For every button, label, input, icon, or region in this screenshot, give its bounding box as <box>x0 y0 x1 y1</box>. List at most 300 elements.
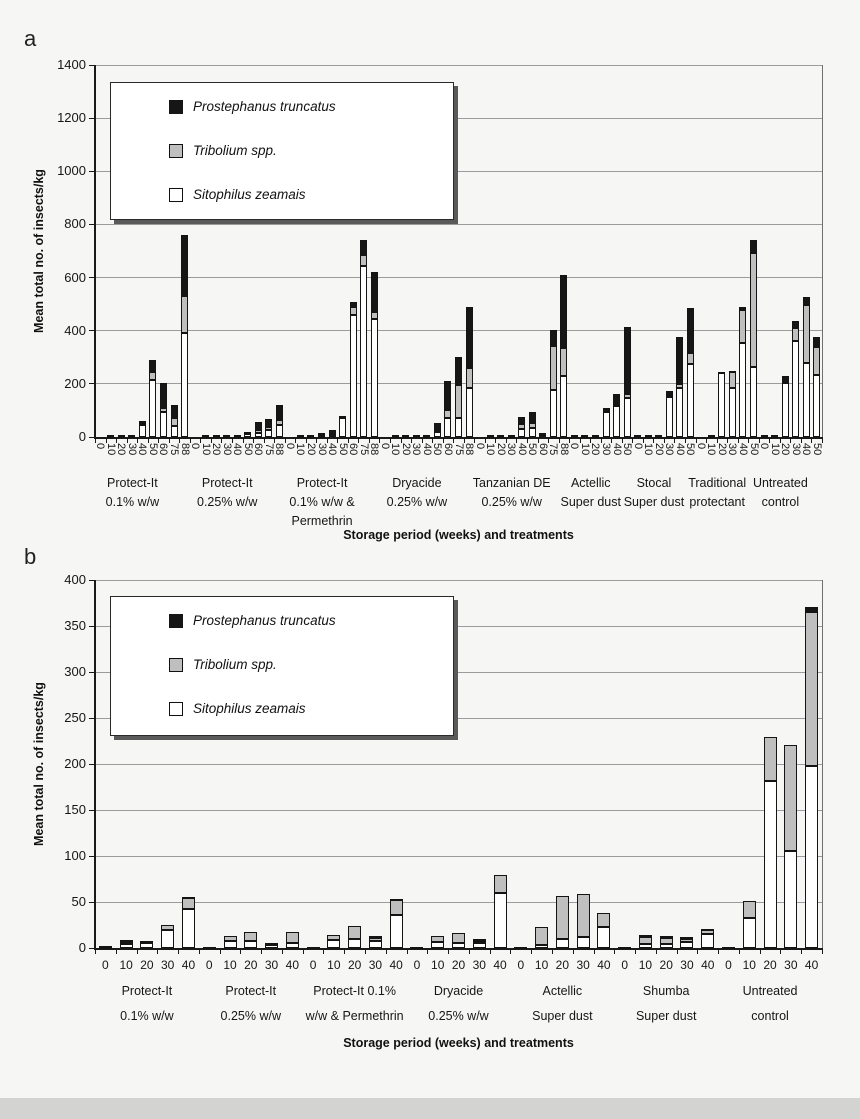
bar-segment-prostephanus <box>592 435 599 437</box>
x-tickmark <box>316 439 317 443</box>
x-axis-title: Storage period (weeks) and treatments <box>343 1036 574 1050</box>
x-tick-label: 40 <box>597 958 611 972</box>
x-tickmark <box>379 439 380 443</box>
bar-segment-sitophilus <box>444 418 451 437</box>
bar-segment-tribolium <box>182 898 195 909</box>
x-tick-label: 10 <box>327 958 341 972</box>
bar-segment-sitophilus <box>360 266 367 437</box>
bar-segment-sitophilus <box>350 315 357 437</box>
bar-segment-tribolium <box>160 408 167 412</box>
x-tickmark <box>264 439 265 443</box>
x-tick-label: 0 <box>102 958 109 972</box>
treatment-group-label: Dryacide <box>433 984 484 998</box>
x-tickmark <box>611 439 612 443</box>
bar-segment-sitophilus <box>803 363 810 437</box>
x-tickmark <box>95 950 96 954</box>
x-tick-label: 0 <box>694 443 707 450</box>
bar-segment-prostephanus <box>581 435 588 437</box>
bar-segment-prostephanus <box>655 435 662 437</box>
x-tick-label: 50 <box>526 443 539 456</box>
bar-segment-tribolium <box>660 938 673 944</box>
bar-segment-tribolium <box>452 933 465 943</box>
x-tickmark <box>632 439 633 443</box>
x-tickmark <box>490 950 491 954</box>
gridline-y-400 <box>95 330 822 331</box>
x-tick-label: 30 <box>600 443 612 456</box>
x-tick-label: 30 <box>663 443 676 456</box>
bar-segment-prostephanus <box>645 435 652 437</box>
bar-segment-sitophilus <box>603 412 610 437</box>
x-tick-label: 50 <box>621 443 634 456</box>
bar-segment-sitophilus <box>613 406 620 437</box>
bar-segment-prostephanus <box>639 935 652 937</box>
bar-segment-sitophilus <box>597 927 610 948</box>
x-tick-label: 50 <box>684 443 697 456</box>
bar-segment-prostephanus <box>213 435 220 437</box>
bar-segment-prostephanus <box>624 327 631 394</box>
bar-segment-sitophilus <box>452 943 465 948</box>
treatment-group-label: Super dust <box>635 1009 697 1023</box>
x-tick-label: 20 <box>555 958 570 972</box>
x-tickmark <box>495 439 496 443</box>
bar-segment-tribolium <box>371 312 378 319</box>
treatment-group-label: Protect-It <box>201 476 253 490</box>
bar-segment-prostephanus <box>276 405 283 420</box>
bar-segment-prostephanus <box>423 435 430 437</box>
x-tickmark <box>158 439 159 443</box>
x-tickmark <box>285 439 286 443</box>
x-tick-label: 30 <box>264 958 279 972</box>
bar-segment-prostephanus <box>234 435 241 437</box>
x-tickmark <box>685 439 686 443</box>
x-tickmark <box>178 950 179 954</box>
bar-segment-sitophilus <box>535 945 548 948</box>
x-tick-label: 0 <box>413 958 421 972</box>
x-tickmark <box>348 439 349 443</box>
x-tick-label: 40 <box>515 443 528 456</box>
bar-segment-tribolium <box>666 395 673 397</box>
legend-item <box>169 701 306 716</box>
bar-segment-prostephanus <box>687 308 694 353</box>
x-tickmark <box>569 439 570 443</box>
bar-segment-prostephanus <box>660 936 673 938</box>
x-tick-label: 30 <box>125 443 138 456</box>
y-tick-label: 200 <box>64 756 86 771</box>
treatment-group-label: 0.25% w/w <box>481 495 542 509</box>
bar-segment-sitophilus <box>560 376 567 437</box>
y-tick-label: 300 <box>64 664 86 679</box>
gridline-y-1400 <box>95 65 822 66</box>
x-tick-label: 60 <box>347 443 360 456</box>
x-tick-label: 20 <box>140 958 154 972</box>
x-tick-label: 88 <box>178 443 191 456</box>
x-tickmark <box>552 950 553 954</box>
bar-segment-sitophilus <box>307 947 320 949</box>
x-tickmark <box>474 439 475 443</box>
treatment-group-label: Protect-It <box>225 984 277 998</box>
x-tick-label: 10 <box>534 958 549 972</box>
y-tick-label: 200 <box>64 375 86 391</box>
bar-segment-sitophilus <box>265 945 278 948</box>
y-tick-label: 1000 <box>57 163 86 179</box>
x-tick-label: 0 <box>473 443 486 450</box>
bar-segment-sitophilus <box>203 947 216 949</box>
x-tickmark <box>422 439 423 443</box>
x-tick-label: 0 <box>283 443 296 450</box>
x-tickmark <box>760 950 761 954</box>
x-tickmark <box>95 439 96 443</box>
x-tick-label: 30 <box>315 443 328 456</box>
x-tickmark <box>116 950 117 954</box>
bar-segment-sitophilus <box>139 425 146 437</box>
bar-segment-tribolium <box>140 941 153 943</box>
bar-segment-tribolium <box>431 936 444 942</box>
x-tickmark <box>594 950 595 954</box>
bar-segment-tribolium <box>784 745 797 851</box>
bar-segment-tribolium <box>473 941 486 943</box>
bar-segment-tribolium <box>444 410 451 418</box>
x-tick-label: 40 <box>181 958 196 972</box>
x-tickmark <box>220 950 221 954</box>
x-tickmark <box>527 439 528 443</box>
y-tick-label: 250 <box>64 710 86 725</box>
bar-segment-sitophilus <box>639 944 652 948</box>
bar-segment-tribolium <box>743 901 756 918</box>
bar-segment-prostephanus <box>182 897 195 899</box>
bar-segment-prostephanus <box>455 357 462 385</box>
bar-segment-prostephanus <box>473 939 486 941</box>
x-tickmark <box>739 950 740 954</box>
treatment-group-label: control <box>761 495 800 509</box>
x-tickmark <box>432 439 433 443</box>
x-tick-label: 30 <box>680 958 694 972</box>
bar-segment-tribolium <box>255 430 262 433</box>
x-tick-label: 88 <box>273 443 286 456</box>
gridline-y-200 <box>95 764 822 765</box>
x-tick-label: 10 <box>742 958 756 972</box>
x-tick-label: 20 <box>244 958 258 972</box>
y-tick-label: 150 <box>64 802 86 817</box>
bar-segment-tribolium <box>803 305 810 363</box>
x-tickmark <box>306 439 307 443</box>
bar-segment-sitophilus <box>255 433 262 437</box>
x-tickmark <box>531 950 532 954</box>
bar-segment-sitophilus <box>276 425 283 437</box>
bar-segment-tribolium <box>265 427 272 430</box>
bar-segment-tribolium <box>676 384 683 388</box>
bar-segment-prostephanus <box>634 435 641 437</box>
x-tick-label: 20 <box>659 958 673 972</box>
y-tick-label: 800 <box>64 216 86 232</box>
bar-segment-prostephanus <box>539 433 546 435</box>
bar-segment-sitophilus <box>369 941 382 948</box>
bar-segment-prostephanus <box>805 607 818 612</box>
bar-segment-sitophilus <box>556 939 569 948</box>
bar-segment-tribolium <box>535 927 548 945</box>
x-tick-label: 30 <box>472 958 486 972</box>
legend <box>110 596 454 736</box>
x-tickmark <box>822 950 823 954</box>
x-tickmark <box>274 439 275 443</box>
x-tick-label: 0 <box>309 958 317 972</box>
x-tickmark <box>801 439 802 443</box>
bar-segment-prostephanus <box>518 417 525 424</box>
bar-segment-prostephanus <box>339 416 346 418</box>
x-tickmark <box>240 950 241 954</box>
legend-item <box>169 143 277 158</box>
treatment-group-label: Protect-It 0.1% <box>313 984 396 998</box>
x-tick-label: 30 <box>576 958 590 972</box>
treatment-group-label: w/w & Permethrin <box>305 1009 404 1023</box>
bar-segment-sitophilus <box>265 430 272 437</box>
x-tick-label: 60 <box>157 443 170 456</box>
bar-segment-prostephanus <box>803 297 810 305</box>
bar-segment-prostephanus <box>120 940 133 944</box>
x-tickmark <box>643 439 644 443</box>
bar-segment-sitophilus <box>764 781 777 948</box>
bar-segment-prostephanus <box>761 435 768 437</box>
bar-segment-prostephanus <box>739 307 746 310</box>
legend-item <box>169 613 336 628</box>
x-tickmark <box>295 439 296 443</box>
plot-border-right <box>822 580 823 948</box>
treatment-group-label: 0.25% w/w <box>197 495 258 509</box>
bar-segment-sitophilus <box>466 388 473 437</box>
bar-segment-prostephanus <box>571 435 578 437</box>
treatment-group-label: Actellic <box>542 984 583 998</box>
bar-segment-prostephanus <box>297 435 304 437</box>
bar-segment-tribolium <box>687 353 694 364</box>
x-tick-label: 30 <box>368 958 383 972</box>
bar-segment-prostephanus <box>613 394 620 404</box>
treatment-group-label: Traditional <box>688 476 747 490</box>
bar-segment-prostephanus <box>813 337 820 347</box>
bar-segment-sitophilus <box>327 940 340 948</box>
bar-segment-prostephanus <box>560 275 567 348</box>
footer-strip <box>0 1098 860 1119</box>
x-tick-label: 10 <box>484 443 497 456</box>
x-tickmark <box>358 439 359 443</box>
bar-segment-tribolium <box>360 255 367 266</box>
bar-segment-prostephanus <box>487 435 494 437</box>
x-tickmark <box>148 439 149 443</box>
treatment-group-label: Protect-It <box>296 476 348 490</box>
x-tickmark <box>137 439 138 443</box>
x-tickmark <box>323 950 324 954</box>
treatment-group-label: Stocal <box>636 476 672 490</box>
y-tick-label: 350 <box>64 618 86 633</box>
bar-segment-prostephanus <box>792 321 799 328</box>
legend-item <box>169 657 277 672</box>
x-tickmark <box>365 950 366 954</box>
gridline-y-400 <box>95 580 822 581</box>
x-tickmark <box>327 439 328 443</box>
bar-segment-prostephanus <box>444 381 451 410</box>
x-tick-label: 10 <box>104 443 117 456</box>
bar-segment-tribolium <box>518 424 525 429</box>
x-tickmark <box>232 439 233 443</box>
y-axis-title: Mean total no. of insects/kg <box>32 682 46 846</box>
bar-segment-tribolium <box>764 737 777 781</box>
x-tickmark <box>622 439 623 443</box>
y-tick-label: 400 <box>64 322 86 338</box>
bar-segment-tribolium <box>739 310 746 343</box>
x-tick-label: 30 <box>726 443 739 456</box>
x-tickmark <box>253 439 254 443</box>
bar-segment-prostephanus <box>149 360 156 372</box>
x-tickmark <box>453 439 454 443</box>
bar-segment-tribolium <box>560 348 567 376</box>
x-tick-label: 20 <box>652 443 665 456</box>
x-tick-label: 40 <box>610 443 623 456</box>
bar-segment-prostephanus <box>708 435 715 437</box>
treatment-group-label: Shumba <box>642 984 690 998</box>
bar-segment-tribolium <box>224 936 237 941</box>
x-tick-label: 40 <box>389 958 403 972</box>
x-tickmark <box>157 950 158 954</box>
x-tickmark <box>427 950 428 954</box>
gridline-y-50 <box>95 902 822 903</box>
bar-segment-sitophilus <box>494 893 507 948</box>
x-tick-label: 20 <box>210 443 223 456</box>
x-tickmark <box>200 439 201 443</box>
x-tick-label: 50 <box>336 443 349 456</box>
x-tick-label: 20 <box>115 443 128 456</box>
x-tick-label: 75 <box>547 443 560 456</box>
bar-segment-sitophilus <box>149 380 156 437</box>
bar-segment-tribolium <box>639 937 652 944</box>
x-tickmark <box>580 439 581 443</box>
bar-segment-prostephanus <box>371 272 378 312</box>
bar-segment-sitophilus <box>140 943 153 948</box>
bar-segment-prostephanus <box>701 929 714 931</box>
bar-segment-prostephanus <box>666 391 673 395</box>
bar-segment-tribolium <box>597 913 610 927</box>
bar-segment-prostephanus <box>390 899 403 901</box>
x-tickmark <box>727 439 728 443</box>
x-tick-label: 30 <box>410 443 423 456</box>
x-tick-label: 75 <box>452 443 465 456</box>
bar-segment-sitophilus <box>348 939 361 948</box>
bar-segment-prostephanus <box>729 371 736 373</box>
y-tick-label: 100 <box>64 848 86 863</box>
x-tickmark <box>386 950 387 954</box>
legend-label: Sitophilus zeamais <box>193 701 306 716</box>
x-tick-label: 10 <box>199 443 212 456</box>
bar-segment-sitophilus <box>244 941 257 948</box>
x-tickmark <box>653 439 654 443</box>
bar-segment-sitophilus <box>676 388 683 437</box>
bar-segment-tribolium <box>329 434 336 436</box>
x-tick-label: 60 <box>536 443 549 456</box>
x-tick-label: 75 <box>168 443 181 456</box>
bar-segment-tribolium <box>729 372 736 388</box>
bar-segment-tribolium <box>455 385 462 418</box>
bar-segment-tribolium <box>149 372 156 380</box>
x-tick-label: 50 <box>241 443 254 456</box>
x-tickmark <box>590 439 591 443</box>
bar-segment-sitophilus <box>624 398 631 437</box>
x-tickmark <box>303 950 304 954</box>
x-tickmark <box>411 439 412 443</box>
treatment-group-label: 0.1% w/w <box>120 1009 174 1023</box>
x-tickmark <box>510 950 511 954</box>
bar-segment-prostephanus <box>244 432 251 434</box>
bar-segment-tribolium <box>494 875 507 893</box>
x-tick-label: 88 <box>463 443 476 456</box>
plot-border-right <box>822 65 823 437</box>
legend <box>110 82 454 220</box>
gridline-y-800 <box>95 224 822 225</box>
bar-segment-prostephanus <box>680 937 693 939</box>
legend-swatch-icon <box>169 702 183 716</box>
bar-segment-prostephanus <box>139 421 146 424</box>
treatment-group-label: Super dust <box>560 495 621 509</box>
bar-segment-prostephanus <box>181 235 188 296</box>
x-tickmark <box>697 950 698 954</box>
bar-segment-tribolium <box>529 423 536 428</box>
bar-segment-sitophilus <box>410 947 423 949</box>
x-tickmark <box>759 439 760 443</box>
x-tick-label: 10 <box>768 443 781 456</box>
x-tickmark <box>559 439 560 443</box>
treatment-group-label: 0.1% w/w <box>105 495 160 509</box>
gridline-y-600 <box>95 277 822 278</box>
treatment-group-label: Tanzanian DE <box>472 476 551 490</box>
bar-segment-tribolium <box>577 894 590 937</box>
x-tickmark <box>614 950 615 954</box>
x-tick-label: 10 <box>638 958 653 972</box>
x-tickmark <box>485 439 486 443</box>
x-tick-label: 40 <box>136 443 149 456</box>
x-tickmark <box>190 439 191 443</box>
x-tickmark <box>717 439 718 443</box>
bar-segment-prostephanus <box>360 240 367 255</box>
bar-segment-tribolium <box>718 372 725 374</box>
bar-segment-prostephanus <box>350 302 357 307</box>
bar-segment-sitophilus <box>371 319 378 437</box>
bar-segment-sitophilus <box>577 937 590 948</box>
x-tickmark <box>243 439 244 443</box>
x-tick-label: 40 <box>420 443 433 456</box>
bar-segment-sitophilus <box>182 909 195 948</box>
x-tickmark <box>738 439 739 443</box>
bar-segment-prostephanus <box>318 433 325 435</box>
x-axis-title: Storage period (weeks) and treatments <box>343 528 574 542</box>
bar-segment-prostephanus <box>676 337 683 384</box>
bar-segment-prostephanus <box>160 383 167 408</box>
x-tick-label: 30 <box>505 443 518 456</box>
bar-segment-sitophilus <box>514 947 527 949</box>
x-tickmark <box>407 950 408 954</box>
bar-segment-tribolium <box>434 431 441 433</box>
bar-segment-tribolium <box>624 394 631 398</box>
bar-segment-sitophilus <box>518 429 525 437</box>
x-tickmark <box>169 439 170 443</box>
bar-segment-tribolium <box>161 925 174 930</box>
bar-segment-tribolium <box>181 296 188 333</box>
x-tick-label: 10 <box>389 443 402 456</box>
x-tickmark <box>211 439 212 443</box>
bar-segment-prostephanus <box>466 307 473 368</box>
x-tick-label: 88 <box>557 443 570 456</box>
bar-segment-sitophilus <box>660 944 673 948</box>
x-tickmark <box>718 950 719 954</box>
x-tick-label: 30 <box>789 443 802 456</box>
x-tickmark <box>137 950 138 954</box>
treatment-group-label: protectant <box>689 495 745 509</box>
bar-segment-sitophilus <box>666 397 673 437</box>
